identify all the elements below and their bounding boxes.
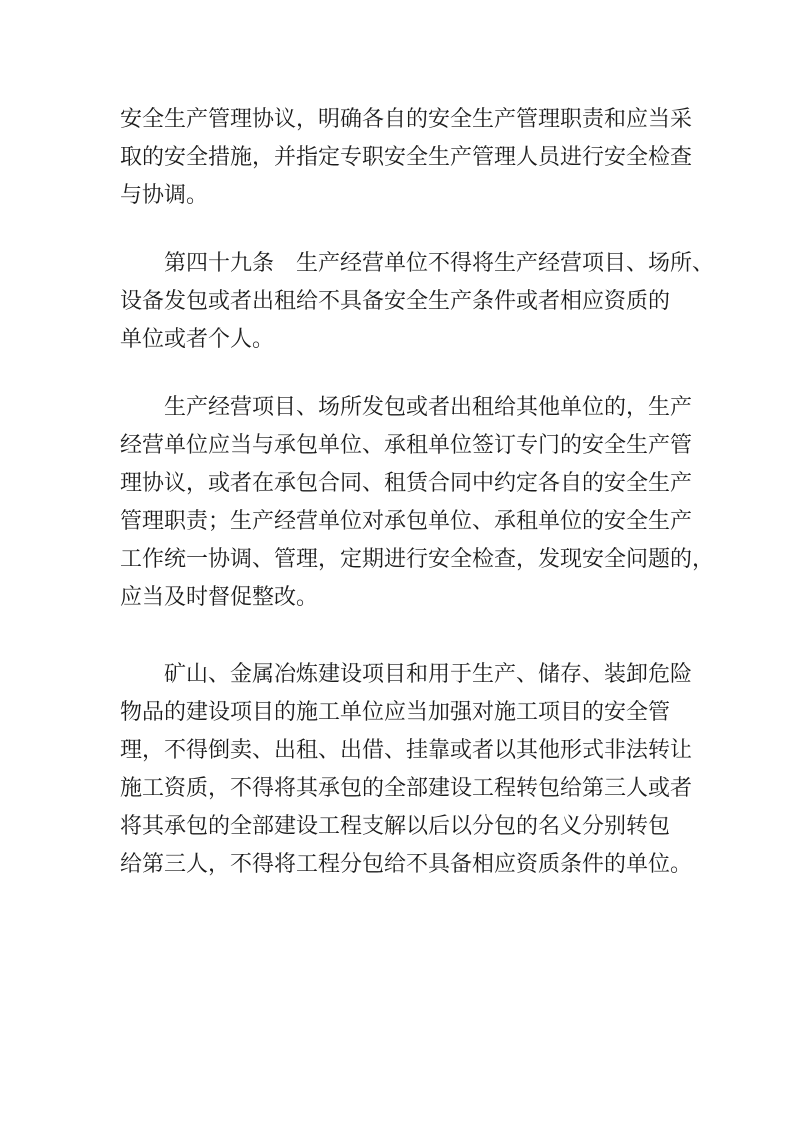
text-line: 设备发包或者出租给不具备安全生产条件或者相应资质的 <box>120 289 671 314</box>
text-line: 管理职责；生产经营单位对承包单位、承租单位的安全生产 <box>120 509 693 534</box>
text-line: 理协议，或者在承包合同、租赁合同中约定各自的安全生产 <box>120 471 693 496</box>
article-first-line: 生产经营单位不得将生产经营项目、场所、 <box>296 251 715 276</box>
paragraph-article-49 <box>120 245 715 359</box>
text-line: 施工资质，不得将其承包的全部建设工程转包给第三人或者 <box>120 776 693 801</box>
text-line: 单位或者个人。 <box>120 327 275 352</box>
text-line: 理，不得倒卖、出租、出借、挂靠或者以其他形式非法转让 <box>120 738 693 763</box>
text-line: 安全生产管理协议，明确各自的安全生产管理职责和应当采 <box>120 107 693 132</box>
text-line: 给第三人，不得将工程分包给不具备相应资质条件的单位。 <box>120 852 693 877</box>
paragraph-continuation <box>120 101 693 215</box>
text-line: 物品的建设项目的施工单位应当加强对施工项目的安全管 <box>120 700 671 725</box>
text-line <box>120 245 715 283</box>
text-line: 生产经营项目、场所发包或者出租给其他单位的，生产 <box>164 395 693 420</box>
text-line: 应当及时督促整改。 <box>120 585 319 610</box>
text-line: 取的安全措施，并指定专职安全生产管理人员进行安全检查 <box>120 145 693 170</box>
text-line: 工作统一协调、管理，定期进行安全检查，发现安全问题的， <box>120 547 715 572</box>
text-line: 矿山、金属冶炼建设项目和用于生产、储存、装卸危险 <box>164 662 693 687</box>
text-line: 将其承包的全部建设工程支解以后以分包的名义分别转包 <box>120 814 671 839</box>
article-number: 第四十九条 <box>164 251 275 276</box>
text-line: 经营单位应当与承包单位、承租单位签订专门的安全生产管 <box>120 433 693 458</box>
paragraph-contracting-duties <box>120 389 715 617</box>
paragraph-construction-units <box>120 656 693 884</box>
text-line: 与协调。 <box>120 183 209 208</box>
